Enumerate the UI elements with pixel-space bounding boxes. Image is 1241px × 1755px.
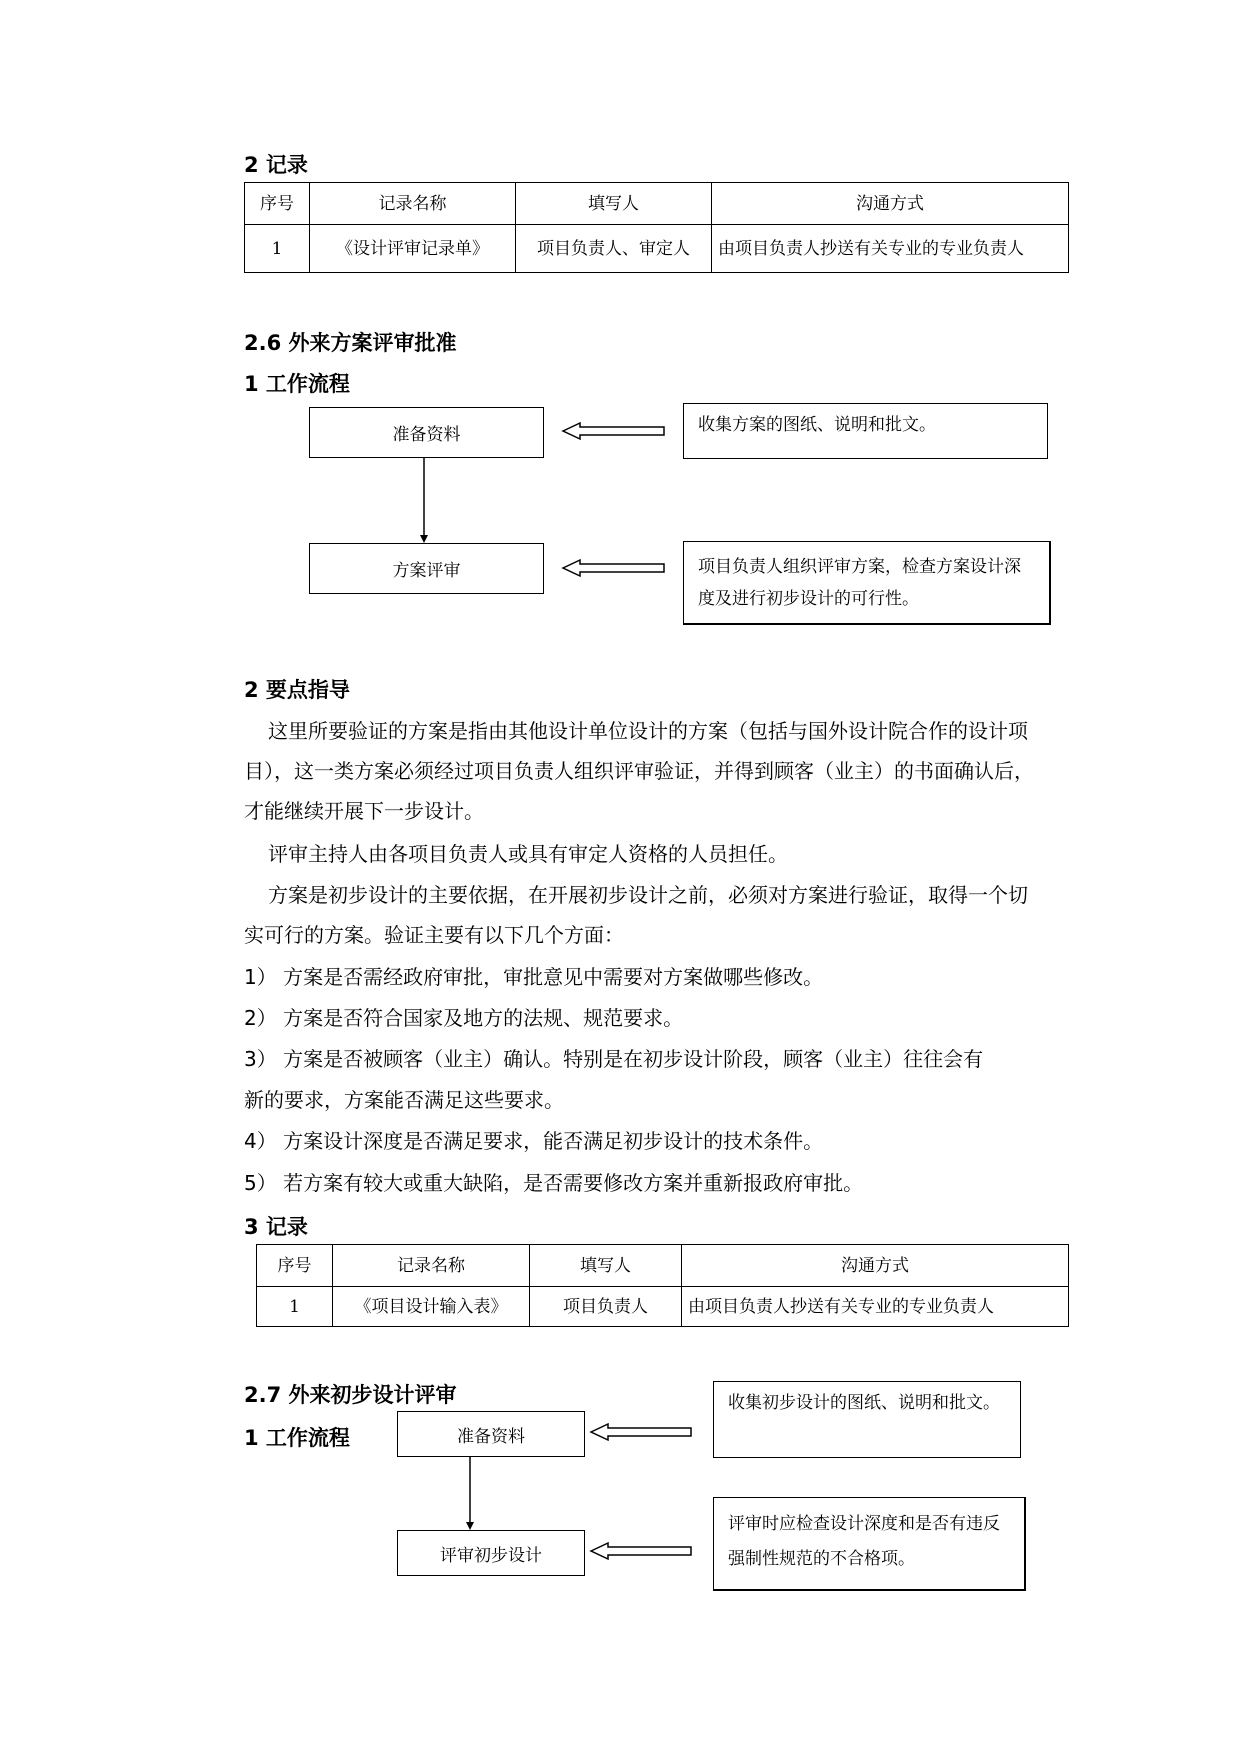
hollow-arrow-left-icon: [563, 423, 664, 439]
record-table: [256, 1244, 1069, 1327]
table-header-cell: 序号: [245, 183, 310, 225]
flow-step-prepare: 准备资料: [309, 407, 544, 458]
flow-heading: 1 工作流程: [244, 372, 350, 396]
guide-heading: 2 要点指导: [244, 678, 350, 702]
table-cell: 《设计评审记录单》: [310, 225, 516, 273]
table-header-cell: 沟通方式: [712, 183, 1069, 225]
table-cell: 1: [257, 1287, 333, 1327]
table-header-cell: 记录名称: [333, 1245, 530, 1287]
record-heading: 2 记录: [244, 153, 308, 177]
section-heading: 2.7 外来初步设计评审: [244, 1383, 457, 1407]
table-cell: 《项目设计输入表》: [333, 1287, 530, 1327]
guide-paragraph-text: 方案是初步设计的主要依据，在开展初步设计之前，必须对方案进行验证，取得一个切实可行的方案。验证主要有以下几个方面：: [244, 883, 1028, 947]
table-cell: 由项目负责人抄送有关专业的专业负责人: [712, 225, 1069, 273]
guide-paragraph: [244, 834, 1044, 874]
section-heading: 2.6 外来方案评审批准: [244, 331, 457, 355]
table-header-cell: 记录名称: [310, 183, 516, 225]
list-item-number: 4）: [244, 1129, 277, 1153]
list-item-number: 2）: [244, 1006, 277, 1030]
list-item: [244, 957, 1044, 997]
list-item-number: 3）: [244, 1047, 277, 1071]
guide-paragraph: [244, 711, 1044, 831]
arrowhead-icon: [420, 535, 428, 543]
table-cell: 由项目负责人抄送有关专业的专业负责人: [682, 1287, 1069, 1327]
flow-step-review: 方案评审: [309, 543, 544, 594]
hollow-arrow-left-icon: [591, 1543, 691, 1559]
table-row: [257, 1287, 1069, 1327]
list-item-text: 方案是否符合国家及地方的法规、规范要求。: [283, 1006, 684, 1030]
list-item-text: 若方案有较大或重大缺陷，是否需要修改方案并重新报政府审批。: [283, 1171, 864, 1195]
flow-note-prepare: 收集方案的图纸、说明和批文。: [683, 403, 1048, 459]
flow-step-review: 评审初步设计: [397, 1530, 585, 1576]
list-item: [244, 1163, 1044, 1203]
table-header-row: [257, 1245, 1069, 1287]
list-item-number: 5）: [244, 1171, 277, 1195]
arrowhead-icon: [466, 1522, 474, 1530]
table-cell: 项目负责人: [530, 1287, 682, 1327]
guide-paragraph-text: 这里所要验证的方案是指由其他设计单位设计的方案（包括与国外设计院合作的设计项目），这一类方案必须经过项目负责人组织评审验证，并得到顾客（业主）的书面确认后，才能继续开展下一步设计。: [244, 719, 1034, 823]
list-item: [244, 1039, 1044, 1079]
flow-note-prepare: 收集初步设计的图纸、说明和批文。: [713, 1381, 1021, 1458]
guide-paragraph: [244, 875, 1044, 955]
record-heading: 3 记录: [244, 1215, 308, 1239]
list-item-continued: [244, 1080, 1044, 1120]
flow-note-review: 项目负责人组织评审方案，检查方案设计深度及进行初步设计的可行性。: [683, 541, 1051, 625]
list-item-text: 方案是否被顾客（业主）确认。特别是在初步设计阶段，顾客（业主）往往会有: [283, 1047, 984, 1071]
table-header-cell: 填写人: [530, 1245, 682, 1287]
table-cell: 项目负责人、审定人: [516, 225, 712, 273]
list-item: [244, 1121, 1044, 1161]
list-item-text: 方案是否需经政府审批，审批意见中需要对方案做哪些修改。: [283, 965, 824, 989]
list-item-text: 新的要求，方案能否满足这些要求。: [244, 1088, 564, 1112]
flow-heading: 1 工作流程: [244, 1426, 350, 1450]
hollow-arrow-left-icon: [591, 1424, 691, 1440]
table-header-cell: 沟通方式: [682, 1245, 1069, 1287]
list-item-text: 方案设计深度是否满足要求，能否满足初步设计的技术条件。: [283, 1129, 824, 1153]
flow-note-review: 评审时应检查设计深度和是否有违反强制性规范的不合格项。: [713, 1497, 1026, 1591]
table-cell: 1: [245, 225, 310, 273]
table-header-cell: 填写人: [516, 183, 712, 225]
guide-paragraph-text: 评审主持人由各项目负责人或具有审定人资格的人员担任。: [268, 842, 788, 866]
table-header-cell: 序号: [257, 1245, 333, 1287]
hollow-arrow-left-icon: [563, 560, 664, 576]
list-item: [244, 998, 1044, 1038]
flow-step-prepare: 准备资料: [397, 1411, 585, 1457]
list-item-number: 1）: [244, 965, 277, 989]
